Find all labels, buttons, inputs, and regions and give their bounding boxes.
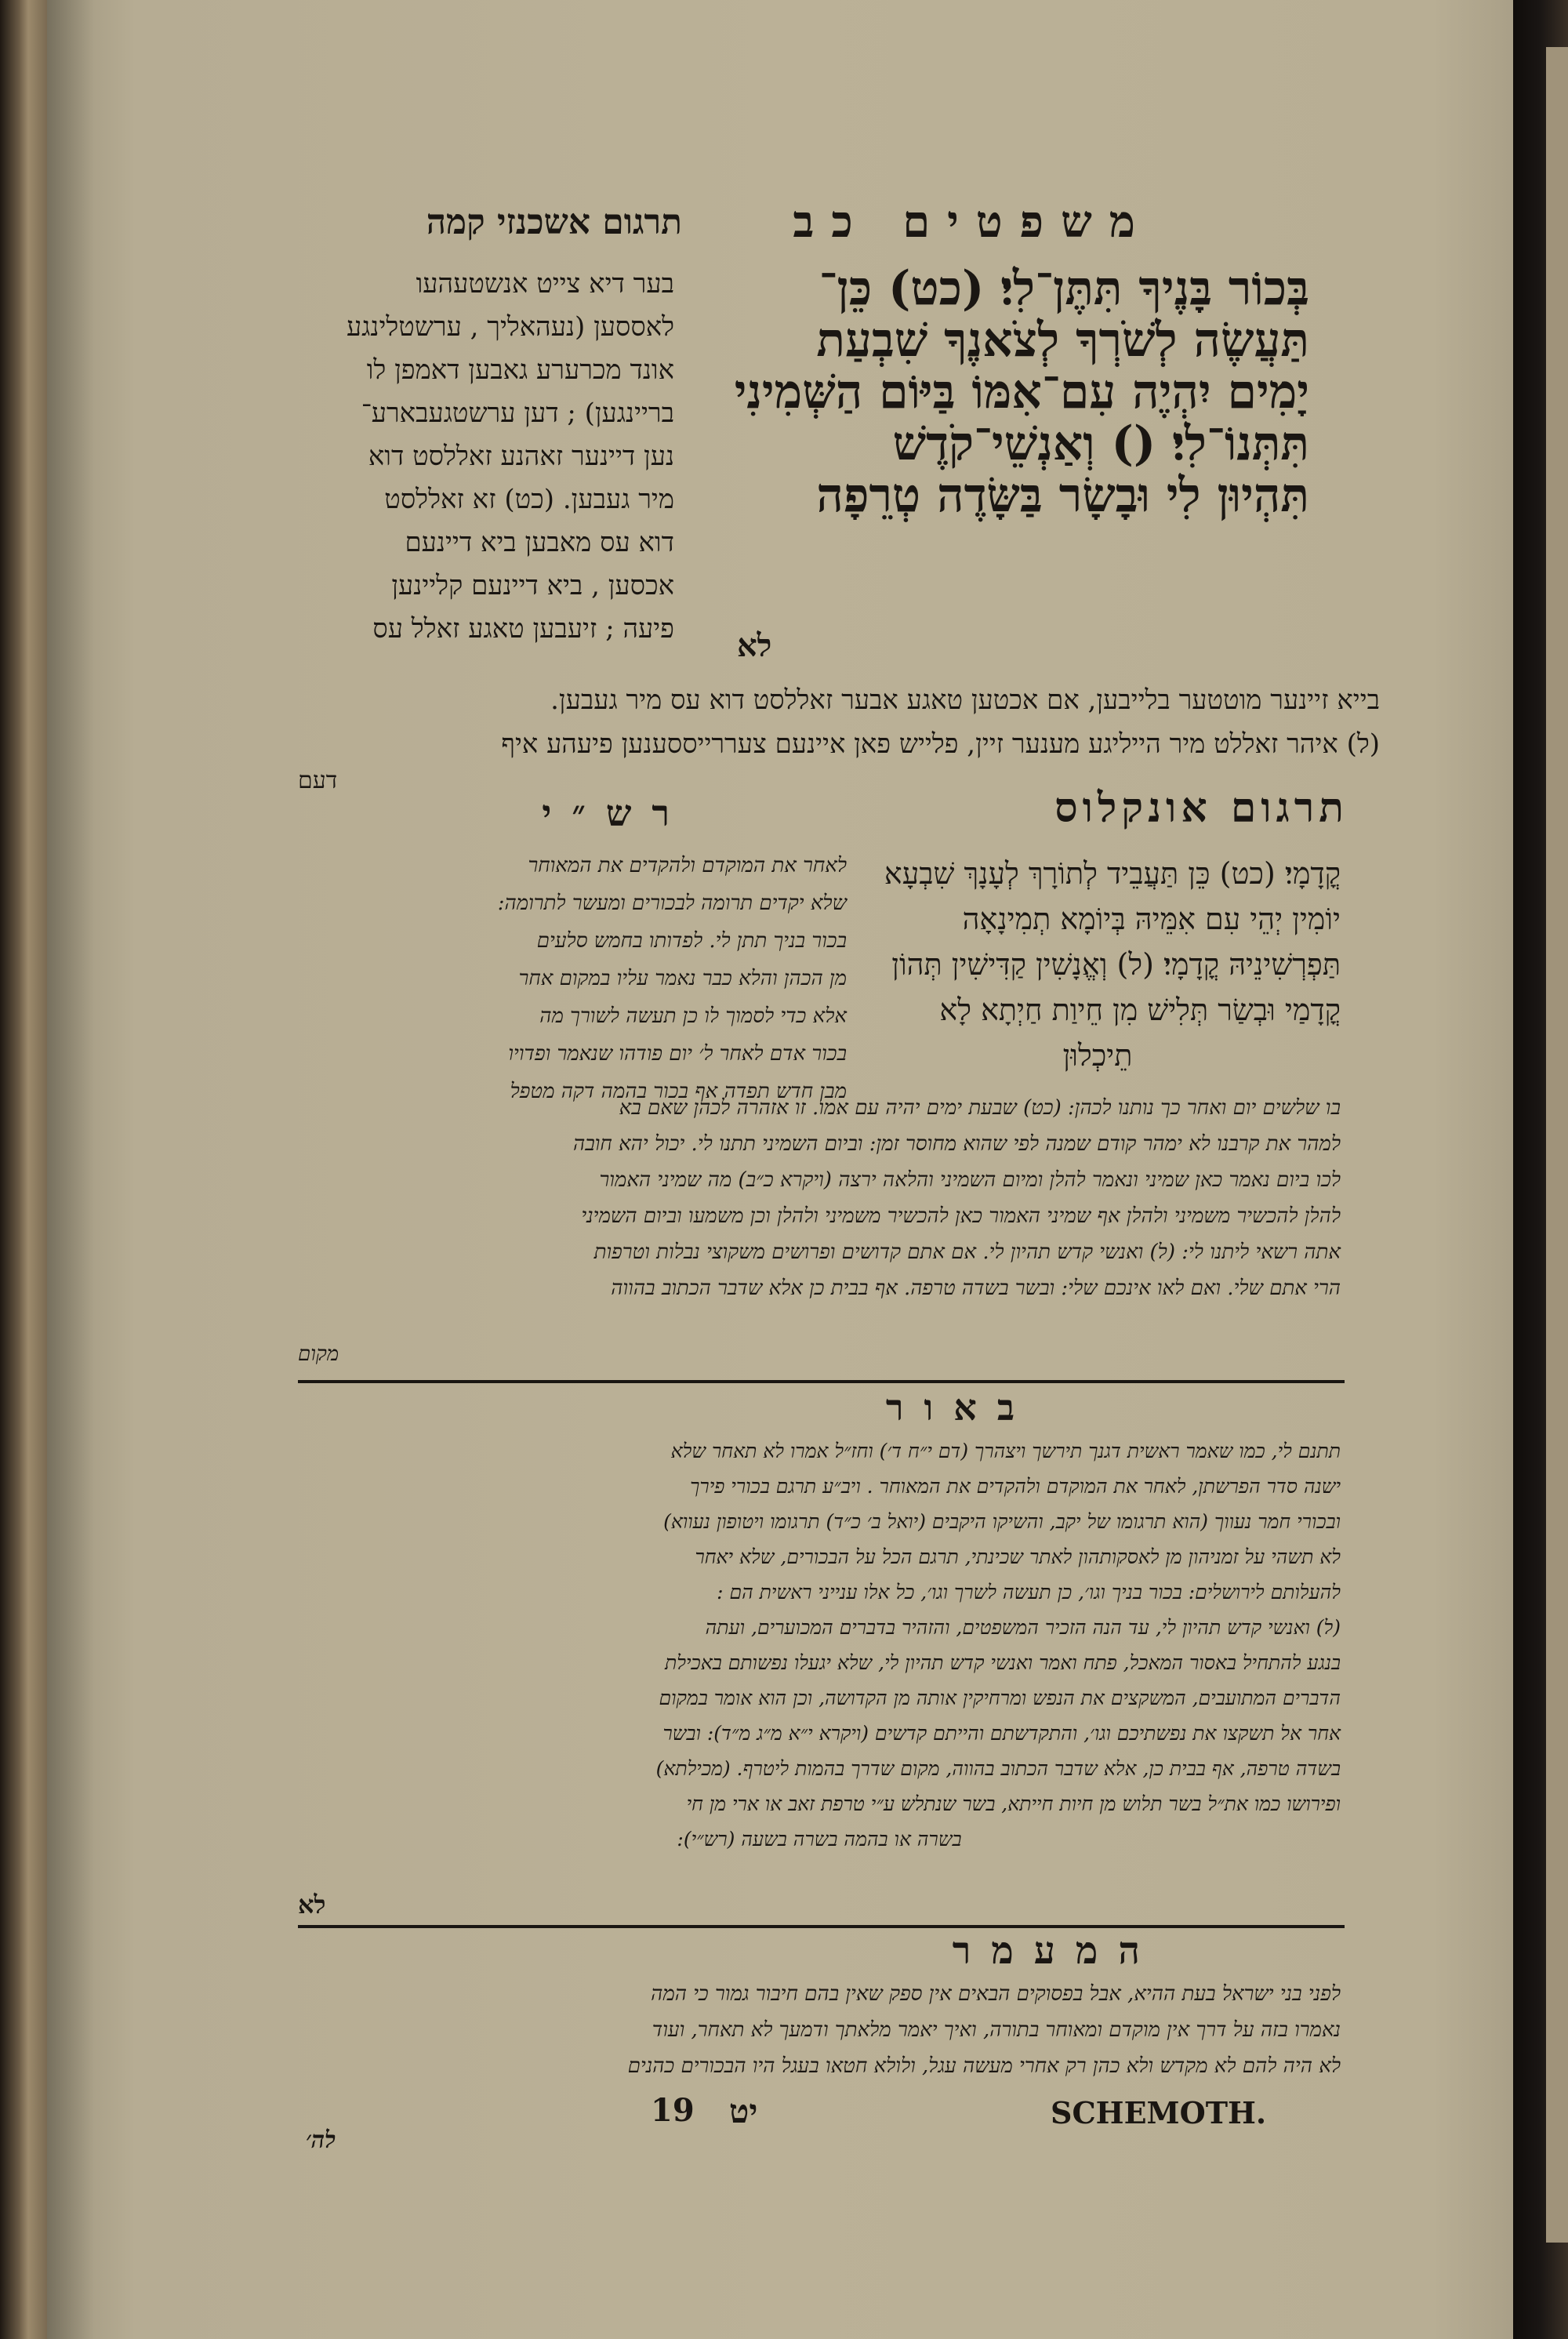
targum-line: (ל) איהר זאללט מיר הייליגע מענער זיין, פלייש פאן איינעם צעררייססענען פיעהע איף	[501, 728, 1380, 760]
verse-line: תַּעֲשֶׂה לְשֹׁרְךָ לְצֹאנֶךָ שִׁבְעַת	[816, 313, 1309, 368]
page-catchword: לה׳	[306, 2127, 336, 2154]
onkelos-text	[855, 851, 1341, 1078]
biur-line: (ל) ואנשי קדש תהיון לי, עד הנה הזכיר המשפטים, והזהיר בדברים המכוערים, ועתה	[705, 1616, 1341, 1639]
hameassef-header: המעמר	[952, 1929, 1160, 1973]
verse-line: תִּתְּנוֹ־לִי׃ () וְאַנְשֵׁי־קֹדֶשׁ	[892, 416, 1309, 471]
targum-ashkenazi-header: תרגום אשכנזי קמה	[426, 202, 682, 242]
hameassef-text	[298, 1976, 1341, 2084]
signature-mark: SCHEMOTH.	[1051, 2095, 1267, 2130]
commentary-line: להלן להכשיר משמיני ולהלן אף שמיני האמור כאן להכשיר משמיני ולהלן וכן משמעו וביום השמיני	[581, 1204, 1341, 1228]
hameassef-line: לא היה להם לא מקדש ולא כהן רק אחרי מעשה עגל, ולולא חטאו בעגל היו הבכורים כהנים	[627, 2054, 1341, 2078]
targum-line: מיר געבען. (כט) זא זאללסט	[384, 484, 674, 515]
biur-line: הדברים המתועבים, המשקצים את הנפש ומרחיקין אותה מן הקדושה, וכן הוא אומר במקום	[659, 1687, 1341, 1709]
rashi-line: מן הכהן והלא כבר נאמר עליו במקום אחר	[518, 967, 847, 990]
targum-line: דוא עס מאבען ביא דיינעם	[405, 527, 674, 558]
rashi-line: בכור בניך תתן לי. לפדותו בחמש סלעים	[536, 929, 847, 953]
verse-line: יָמִים יִהְיֶה עִם־אִמּוֹ בַּיּוֹם הַשְּׁמִינִי	[734, 365, 1309, 419]
targum-line: בער דיא צייט אנשטעהעו	[416, 268, 674, 300]
commentary-line: אתה רשאי ליתנו לי: (ל) ואנשי קדש תהיון לי. אם אתם קדושים ופרושים משקוצי נבלות וטרפות	[593, 1240, 1341, 1264]
onkelos-header: תרגום אונקלוס	[1054, 784, 1348, 832]
section-divider	[298, 1380, 1345, 1383]
biur-line: ישנה סדר הפרשתן, לאחר את המוקדם ולהקדים את המאוחר . ויב״ע תרגם בכורי פירך	[690, 1475, 1341, 1498]
commentary-catchword: מקום	[298, 1342, 339, 1366]
commentary-line: למהר את קרבנו לא ימהר קודם שמנה לפי שהוא מחוסר זמן: וביום השמיני תתנו לי. יכול יהא חובה	[572, 1132, 1341, 1156]
parasha-header: משפטים כב	[793, 196, 1152, 248]
targum-line: אונד מכרערע גאבען דאמפן לו	[366, 354, 674, 386]
onkelos-line: יוֹמִין יְהֵי עִם אִמֵּיהּ בְּיוֹמָא תְמִינָאָה	[962, 902, 1341, 936]
rashi-line: לאחר את המוקדם ולהקדים את המאוחר	[528, 854, 847, 877]
targum-line: בייא זיינער מוטטער בלייבען, אם אכטען טאגע אבער זאללסט דוא עס מיר געבען.	[550, 685, 1380, 716]
rashi-line: מבן חדש תפדה אף בכור בהמה דקה מטפל	[510, 1080, 847, 1103]
page-number: 19	[651, 2092, 695, 2129]
targum-catchword: דעם	[298, 767, 338, 794]
biur-line: בשדה טרפה, אף בבית כן, אלא שדבר הכתוב בהווה, מקום שדרך בהמות ליטרף. (מכילתא)	[655, 1757, 1341, 1780]
rashi-line: אלא כדי לסמוך לו כן תעשה לשורך מה	[539, 1004, 847, 1028]
targum-ashkenazi-continuation	[298, 678, 1380, 766]
biur-catchword: לא	[298, 1890, 326, 1920]
targum-line: נען דיינער זאהנע זאללסט דוא	[368, 441, 674, 472]
biur-line: תתנם לי, כמו שאמר ראשית דגנך תירשך ויצהרך (דם י״ח ד׳) וחז״ל אמרו לא תאחר שלא	[670, 1440, 1341, 1462]
rashi-line: בכור אדם לאחר ל׳ יום פודהו שנאמר ופדויו	[508, 1042, 847, 1066]
torah-verse-block	[682, 263, 1309, 521]
onkelos-line: קֳדָמַי וּבְשַׂר תְּלִישׁ מִן חֵיוַת חַיְתָא לָא	[939, 993, 1341, 1027]
commentary-line: בו שלשים יום ואחר כך נותנו לכהן: (כט) שבעת ימים יהיה עם אמו. זו אזהרה לכהן שאם בא	[619, 1096, 1341, 1120]
hameassef-line: לפני בני ישראל בעת ההיא, אבל בפסוקים הבאים אין ספק שאין בהם חיבור גמור כי המה	[651, 1982, 1341, 2006]
biur-line: בנגע להתחיל באסור המאכל, פתח ואמר ואנשי קדש תהיון לי, שלא יגעלו נפשותם באכילת	[665, 1651, 1341, 1674]
commentary-line: לכו ביום נאמר כאן שמיני ונאמר להלן ומיום השמיני והלאה ירצה (ויקרא כ״ב) מה שמיני האמור	[599, 1168, 1341, 1192]
hameassef-line: נאמרו בזה על דרך אין מוקדם ומאוחר בתורה, ואיך יאמר מלאתך ודמעך לא תאחר, ועוד	[652, 2018, 1341, 2042]
targum-line: אכסען , ביא דיינעם קליינען	[391, 570, 674, 601]
biur-line: בשרה או בהמה בשרה בשעה (רש״י):	[677, 1828, 962, 1850]
verse-catchword: לא	[737, 627, 772, 664]
rashi-continuation	[298, 1090, 1341, 1306]
book-left-edge	[0, 0, 47, 2339]
targum-line: לאססען (נעהאליך , ערשטלינגע	[346, 311, 674, 343]
rashi-text	[298, 847, 847, 1110]
targum-line: בריינגען) ; דען ערשטגעבארע־	[361, 398, 674, 429]
rashi-line: שלא יקדים תרומה לבכורים ומעשר לתרומה:	[497, 892, 847, 915]
biur-line: ובכורי חמר נעווך (הוא תרגומו של יקב, והשיקו היקבים (יואל ב׳ כ״ד) תרגומו ויטופון נעווא)	[663, 1510, 1341, 1533]
biur-line: לא תשהי על זמניהון מן לאסקותהון לאתר שכינתי, תרגם הכל על הבכורים, שלא יאחר	[695, 1545, 1341, 1568]
hebrew-page-number: יט	[729, 2092, 758, 2130]
biur-line: ופירושו כמו את״ל בשר תלוש מן חיות חייתא, בשר שנתלש ע״י טרפת זאב או ארי מן חי	[686, 1792, 1341, 1815]
targum-line: פיעה ; זיעבען טאגע זאלל עס	[372, 613, 674, 645]
rashi-header: רש״י	[542, 792, 690, 834]
section-divider	[298, 1925, 1345, 1928]
biur-line: אחר אל תשקצו את נפשתיכם וגו׳, והתקדשתם והייתם קדשים (ויקרא י״א מ״ג מ״ד): ובשר	[662, 1722, 1341, 1745]
biur-text	[298, 1433, 1341, 1857]
onkelos-line: תֵיכְלוּן	[1062, 1038, 1133, 1073]
facing-page-edge	[1546, 47, 1568, 2243]
onkelos-line: קֳדָמָי׃ (כט) כֵּן תַּעֲבֵיד לְתוֹרָךְ לְעָנָךְ שִׁבְעָא	[884, 856, 1341, 891]
commentary-line: הרי אתם שלי. ואם לאו אינכם שלי: ובשר בשדה טרפה. אף בבית כן אלא שדבר הכתוב בהווה	[611, 1277, 1341, 1300]
gutter-shadow	[47, 0, 94, 2339]
biur-header: באור	[885, 1386, 1035, 1429]
verse-line: בְּכוֹר בָּנֶיךָ תִּתֶּן־לִי׃ (כט) כֵּן־	[818, 261, 1309, 316]
biur-line: להעלותם לירושלים: בכור בניך וגו׳, כן תעשה לשרך וגו׳, כל אלו ענייני ראשית הם :	[717, 1581, 1341, 1604]
targum-ashkenazi-column	[298, 263, 674, 651]
verse-line: תִּהְיוּן לִי וּבָשָׂר בַּשָּׂדֶה טְרֵפָה	[816, 468, 1309, 523]
onkelos-line: תַּפְרְשִׁינֵיהּ קֳדָמָי׃ (ל) וְאֱנָשִׁין קַדִּישִׁין תְּהוֹן	[891, 947, 1341, 982]
